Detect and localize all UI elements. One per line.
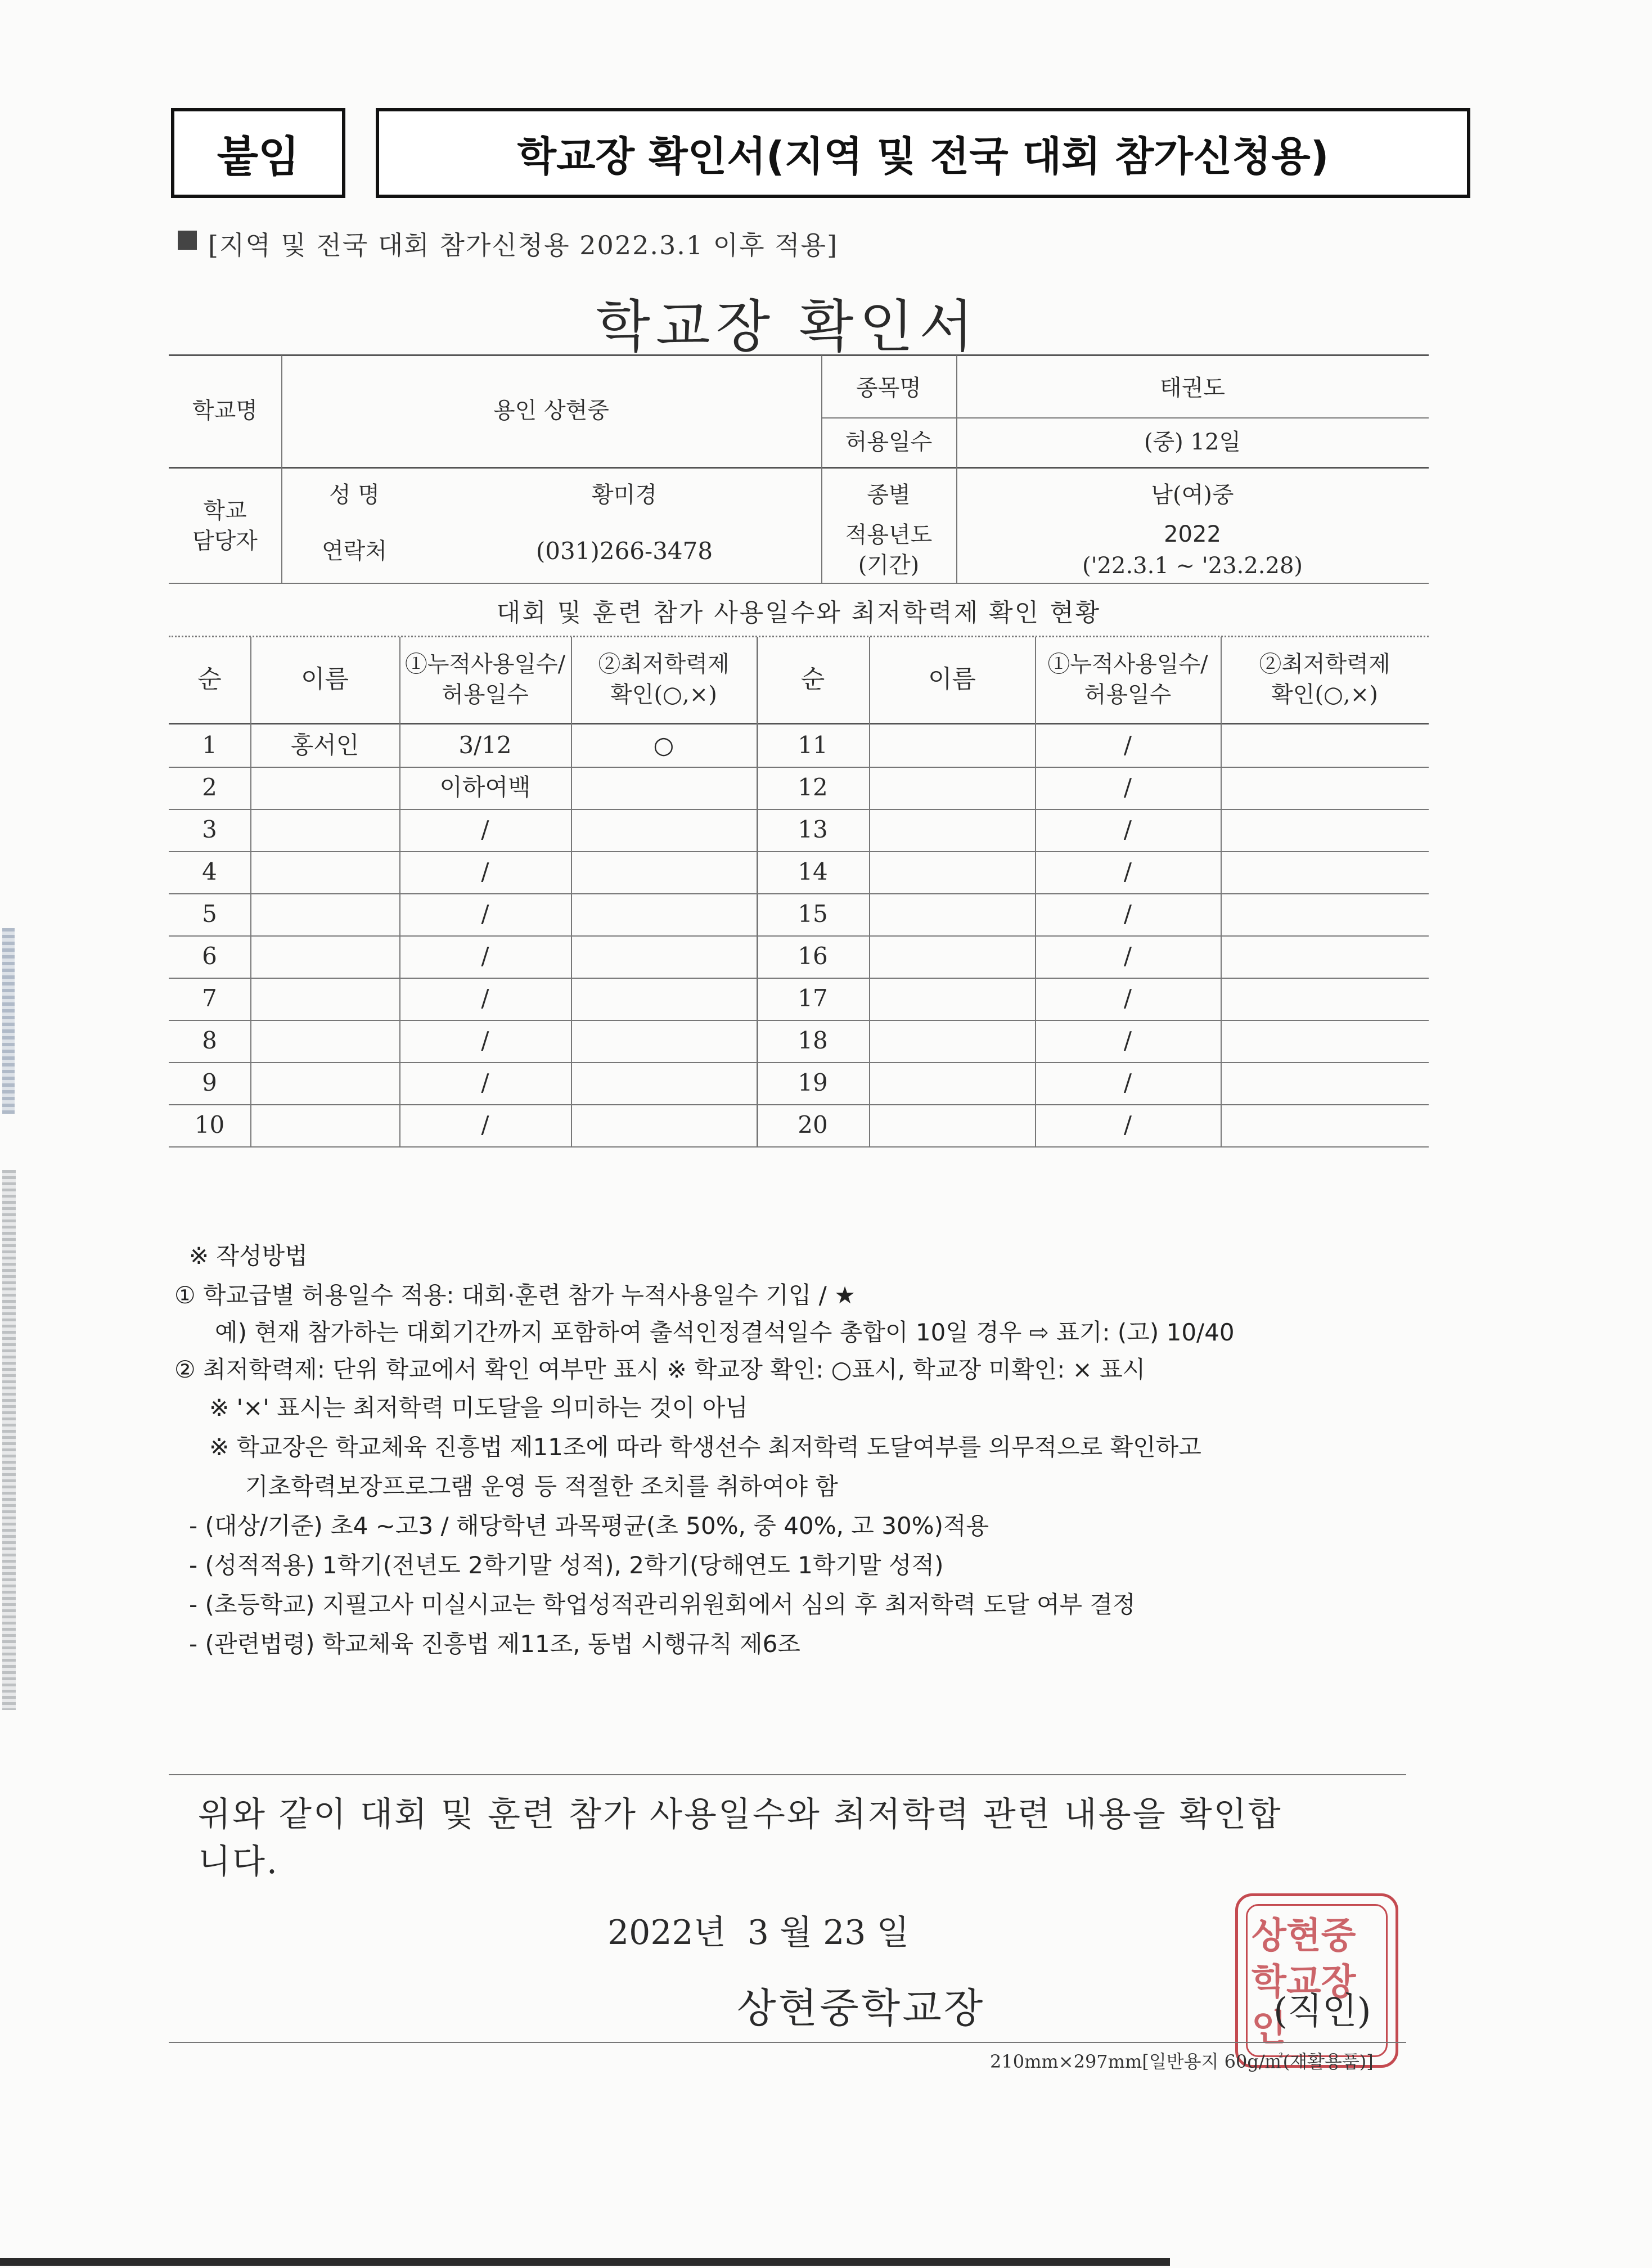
confirmation-top-border [169, 1774, 1406, 1775]
note-line: - (성적적용) 1학기(전년도 2학기말 성적), 2학기(당해연도 1학기말 성적) [189, 1551, 944, 1579]
cell-no: 6 [202, 942, 217, 970]
cell-days: / [481, 1111, 489, 1139]
cell-check [571, 935, 757, 978]
person-name-value: 황미경 [592, 482, 657, 508]
header-name-left: 이름 [300, 664, 349, 694]
cell-check [1221, 935, 1429, 978]
attachment-label: 붙임 [217, 131, 300, 182]
cell-name [250, 851, 399, 893]
note-line: 예) 현재 참가하는 대회기간까지 포함하여 출석인정결석일수 총합이 10일 경우 ⇨ 표기: (고) 10/40 [215, 1318, 1235, 1346]
document-title-box [376, 108, 1470, 198]
cell-no: 19 [798, 1069, 828, 1097]
note-line: ① 학교급별 허용일수 적용: 대회·훈련 참가 누적사용일수 기입 / ★ [174, 1281, 856, 1309]
cell-days: / [481, 1027, 489, 1055]
year-value: 2022 [1164, 521, 1221, 547]
cell-check [571, 767, 757, 809]
cell-name [869, 1020, 1035, 1062]
cell-days: / [481, 858, 489, 886]
category-label: 종별 [867, 482, 911, 508]
year-label: 적용년도 (기간) [845, 522, 933, 578]
document-title: 학교장 확인서(지역 및 전국 대회 참가신청용) [517, 133, 1329, 180]
note-line: - (대상/기준) 초4 ~고3 / 해당학년 과목평균(초 50%, 중 40%, 고 30%)적용 [189, 1512, 989, 1540]
contact-value: (031)266-3478 [535, 537, 713, 565]
scan-edge-noise [2, 928, 15, 1114]
school-name-label: 학교명 [192, 398, 258, 424]
cell-days: / [1123, 900, 1132, 928]
cell-name [250, 1104, 399, 1146]
cell-check [1221, 724, 1429, 767]
cell-check [1221, 767, 1429, 809]
cell-no: 18 [798, 1027, 828, 1055]
period-value: ('22.3.1 ~ '23.2.28) [1082, 553, 1303, 579]
note-line: ② 최저학력제: 단위 학교에서 확인 여부만 표시 ※ 학교장 확인: ○표시, 학교장 미확인: × 표시 [174, 1356, 1146, 1383]
principal-name: 상현중학교장 [737, 1984, 985, 2032]
event-value: 태권도 [1160, 375, 1225, 401]
table-header-top-border [169, 636, 1429, 637]
notes-heading: ※ 작성방법 [189, 1242, 308, 1270]
table-bottom-border [169, 1146, 1429, 1148]
note-line: ※ 학교장은 학교체육 진흥법 제11조에 따라 학생선수 최저학력 도달여부를 의무적으로 확인하고 [209, 1433, 1201, 1461]
attachment-label-box [171, 108, 345, 198]
cell-no: 16 [798, 942, 828, 970]
scan-bottom-edge [0, 2258, 1170, 2266]
cell-check [1221, 809, 1429, 851]
person-name-label: 성 명 [329, 482, 380, 508]
seal-characters: 상현중학교장인 [1252, 1915, 1356, 2049]
cell-days: / [1123, 984, 1132, 1012]
cell-days: / [481, 1069, 489, 1097]
cell-days: / [1123, 1111, 1132, 1139]
table-title: 대회 및 훈련 참가 사용일수와 최저학력제 확인 현황 [496, 598, 1101, 628]
note-line: - (관련법령) 학교체육 진흥법 제11조, 동법 시행규칙 제6조 [189, 1630, 800, 1658]
cell-no: 2 [202, 773, 217, 802]
cell-name: 홍서인 [290, 731, 359, 759]
event-label: 종목명 [856, 375, 921, 401]
confirmation-text-cont: 니다. [198, 1842, 279, 1882]
cell-check [1221, 1104, 1429, 1146]
header-check-right: ②최저학력제 확인(○,×) [1259, 651, 1390, 708]
cell-name [869, 767, 1035, 809]
cell-no: 5 [202, 900, 217, 928]
note-line: 기초학력보장프로그램 운영 등 적절한 조치를 취하여야 함 [245, 1473, 838, 1500]
cell-check [1221, 978, 1429, 1020]
bullet-square-icon [178, 231, 197, 250]
note-line: - (초등학교) 지필고사 미실시교는 학업성적관리위원회에서 심의 후 최저학력 도달 여부 결정 [189, 1591, 1136, 1618]
cell-name [869, 935, 1035, 978]
header-name-right: 이름 [928, 664, 976, 694]
cell-days: / [1123, 773, 1132, 802]
cell-name [869, 851, 1035, 893]
cell-name [250, 1062, 399, 1104]
cell-check [571, 851, 757, 893]
contact-label: 연락처 [322, 538, 387, 564]
cell-name [250, 893, 399, 935]
cell-check [571, 1104, 757, 1146]
cell-no: 15 [798, 900, 828, 928]
cell-check [571, 893, 757, 935]
cell-no: 8 [202, 1027, 217, 1055]
cell-days: / [481, 900, 489, 928]
cell-days: / [1123, 1027, 1132, 1055]
cell-name [869, 1104, 1035, 1146]
cell-no: 14 [798, 858, 828, 886]
allowed-days-value: (중) 12일 [1144, 429, 1241, 455]
cell-no: 12 [798, 773, 828, 802]
cell-check [1221, 1062, 1429, 1104]
cell-days: 3/12 [458, 731, 512, 759]
cell-days: / [1123, 942, 1132, 970]
cell-no: 1 [202, 731, 217, 759]
allowed-days-label: 허용일수 [845, 429, 933, 455]
cell-no: 4 [202, 858, 217, 886]
header-days-left: ①누적사용일수/ 허용일수 [404, 651, 566, 708]
cell-days: / [481, 942, 489, 970]
cell-name [250, 978, 399, 1020]
cell-days: / [481, 984, 489, 1012]
cell-no: 11 [798, 731, 828, 759]
confirmation-date: 2022년 3 월 23 일 [607, 1913, 910, 1952]
confirmation-text: 위와 같이 대회 및 훈련 참가 사용일수와 최저학력 관련 내용을 확인합 [198, 1795, 1282, 1834]
school-name-value: 용인 상현중 [493, 398, 609, 424]
cell-days: 이하여백 [439, 773, 531, 802]
cell-name [869, 724, 1035, 767]
cell-name [869, 893, 1035, 935]
footer-border [169, 2042, 1406, 2043]
cell-days: / [1123, 858, 1132, 886]
manager-label: 학교 담당자 [192, 498, 258, 554]
cell-name [869, 1062, 1035, 1104]
cell-check [571, 978, 757, 1020]
cell-check [571, 1062, 757, 1104]
cell-check [1221, 1020, 1429, 1062]
seal-mark: (직인) [1273, 1991, 1371, 2032]
cell-check [571, 1020, 757, 1062]
cell-no: 10 [194, 1111, 225, 1139]
info-divider [821, 417, 1429, 418]
header-check-left: ②최저학력제 확인(○,×) [598, 651, 730, 708]
cell-name [250, 935, 399, 978]
cell-name [250, 767, 399, 809]
form-title: 학교장 확인서 [596, 294, 979, 359]
note-line: ※ '×' 표시는 최저학력 미도달을 의미하는 것이 아님 [209, 1394, 748, 1421]
cell-check: ○ [653, 731, 674, 759]
scan-edge-noise [2, 1170, 16, 1710]
cell-days: / [1123, 731, 1132, 759]
cell-no: 17 [798, 984, 828, 1012]
header-no-right: 순 [800, 664, 825, 694]
cell-check [1221, 893, 1429, 935]
header-days-right: ①누적사용일수/ 허용일수 [1047, 651, 1208, 708]
cell-name [250, 809, 399, 851]
header-no-left: 순 [197, 664, 222, 694]
cell-no: 7 [202, 984, 217, 1012]
info-bottom-border [169, 583, 1429, 584]
cell-no: 13 [798, 816, 828, 844]
cell-days: / [1123, 816, 1132, 844]
cell-check [571, 809, 757, 851]
category-value: 남(여)중 [1151, 482, 1234, 508]
cell-no: 3 [202, 816, 217, 844]
subheader: [지역 및 전국 대회 참가신청용 2022.3.1 이후 적용] [208, 230, 839, 260]
cell-name [869, 978, 1035, 1020]
cell-name [869, 809, 1035, 851]
cell-no: 20 [798, 1111, 828, 1139]
cell-days: / [1123, 1069, 1132, 1097]
cell-no: 9 [202, 1069, 217, 1097]
paper-spec: 210mm×297mm[일반용지 60g/㎡(재활용품)] [990, 2051, 1374, 2072]
info-top-border [169, 354, 1429, 356]
cell-days: / [481, 816, 489, 844]
cell-check [1221, 851, 1429, 893]
cell-name [250, 1020, 399, 1062]
